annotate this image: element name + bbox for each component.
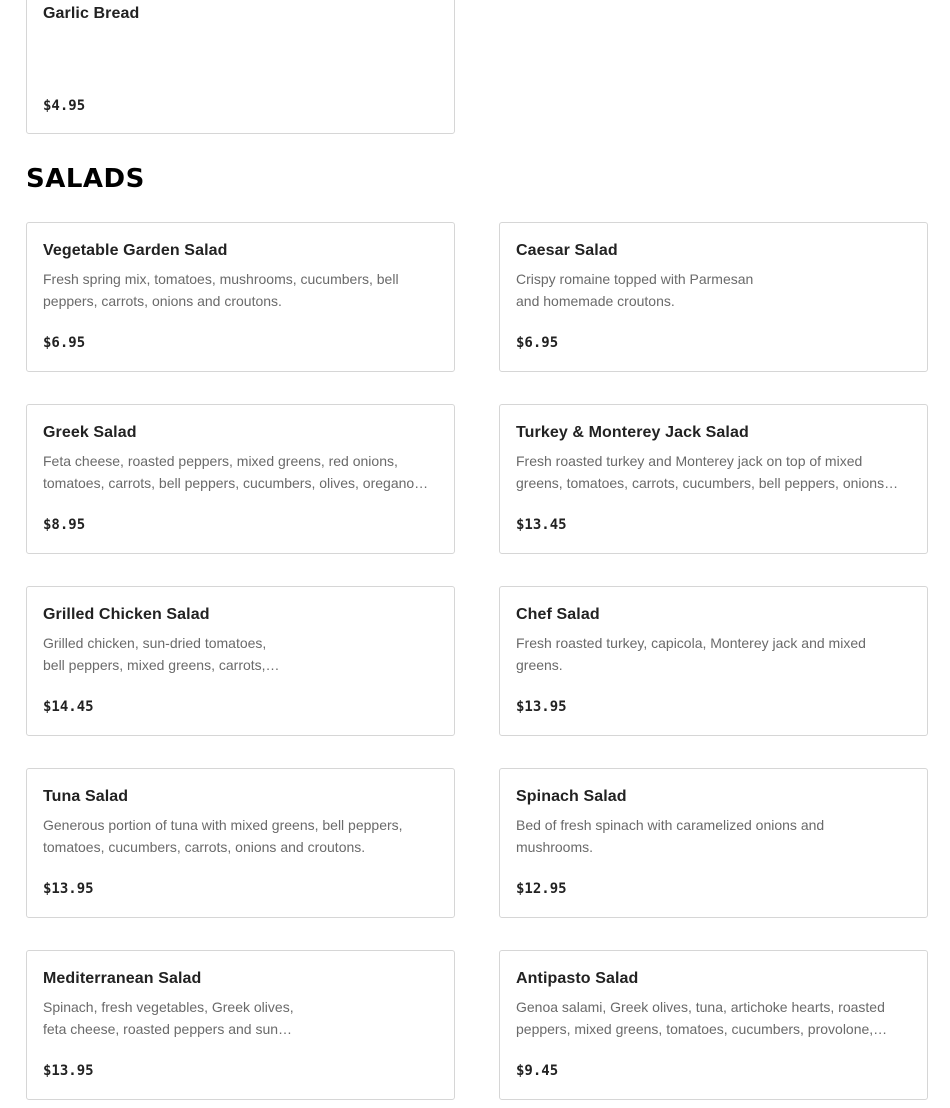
menu-item-description: Generous portion of tuna with mixed greens, bell peppers, tomatoes, cucumbers, carrots, onions and croutons. bbox=[43, 817, 403, 855]
menu-item-price: $9.45 bbox=[516, 1063, 559, 1079]
menu-item-price: $14.45 bbox=[43, 699, 94, 715]
menu-item-price: $13.95 bbox=[516, 699, 567, 715]
menu-item-name: Spinach Salad bbox=[516, 788, 627, 805]
menu-item-card[interactable] bbox=[26, 950, 455, 1100]
menu-item-name: Garlic Bread bbox=[43, 5, 140, 22]
menu-item-name: Antipasto Salad bbox=[516, 970, 639, 987]
menu-item-card-garlic-bread[interactable] bbox=[26, 0, 455, 134]
menu-item-description: Fresh roasted turkey and Monterey jack on top of mixed greens, tomatoes, carrots, cucumbers, bell peppers, onions… bbox=[516, 453, 899, 491]
menu-item-card[interactable] bbox=[26, 404, 455, 554]
menu-item-card[interactable] bbox=[26, 222, 455, 372]
menu-item-name: Greek Salad bbox=[43, 424, 137, 441]
menu-item-price: $12.95 bbox=[516, 881, 567, 897]
menu-item-description: Genoa salami, Greek olives, tuna, artichoke hearts, roasted peppers, mixed greens, tomatoes, cucumbers, provolone,… bbox=[516, 999, 888, 1037]
menu-item-description: Crispy romaine topped with Parmesan and homemade croutons. bbox=[516, 271, 754, 309]
menu-item-name: Tuna Salad bbox=[43, 788, 129, 805]
menu-item-card[interactable] bbox=[499, 586, 928, 736]
menu-item-price: $6.95 bbox=[516, 335, 559, 351]
menu-item-description: Fresh spring mix, tomatoes, mushrooms, cucumbers, bell peppers, carrots, onions and croutons. bbox=[43, 271, 399, 309]
menu-item-description: Fresh roasted turkey, capicola, Monterey jack and mixed greens. bbox=[516, 635, 866, 673]
menu-item-name: Chef Salad bbox=[516, 606, 600, 623]
menu-item-price: $13.95 bbox=[43, 1063, 94, 1079]
menu-item-description: Feta cheese, roasted peppers, mixed greens, red onions, tomatoes, carrots, bell peppers, cucumbers, olives, oregano… bbox=[43, 453, 429, 491]
menu-item-description: Grilled chicken, sun-dried tomatoes, bell peppers, mixed greens, carrots,… bbox=[43, 635, 280, 673]
menu-item-name: Turkey & Monterey Jack Salad bbox=[516, 424, 749, 441]
menu-item-price: $8.95 bbox=[43, 517, 86, 533]
menu-item-description: Spinach, fresh vegetables, Greek olives, feta cheese, roasted peppers and sun… bbox=[43, 999, 294, 1037]
menu-item-name: Caesar Salad bbox=[516, 242, 618, 259]
menu-item-card[interactable] bbox=[499, 404, 928, 554]
menu-item-price: $4.95 bbox=[43, 98, 86, 114]
section-title-salads: SALADS bbox=[26, 164, 145, 194]
menu-item-price: $6.95 bbox=[43, 335, 86, 351]
menu-item-card[interactable] bbox=[26, 586, 455, 736]
menu-item-name: Mediterranean Salad bbox=[43, 970, 202, 987]
menu-item-card[interactable] bbox=[499, 222, 928, 372]
menu-item-card[interactable] bbox=[499, 950, 928, 1100]
menu-item-card[interactable] bbox=[26, 768, 455, 918]
menu-item-card[interactable] bbox=[499, 768, 928, 918]
menu-item-name: Vegetable Garden Salad bbox=[43, 242, 228, 259]
menu-item-name: Grilled Chicken Salad bbox=[43, 606, 210, 623]
menu-item-price: $13.45 bbox=[516, 517, 567, 533]
menu-item-price: $13.95 bbox=[43, 881, 94, 897]
menu-item-description: Bed of fresh spinach with caramelized onions and mushrooms. bbox=[516, 817, 825, 855]
